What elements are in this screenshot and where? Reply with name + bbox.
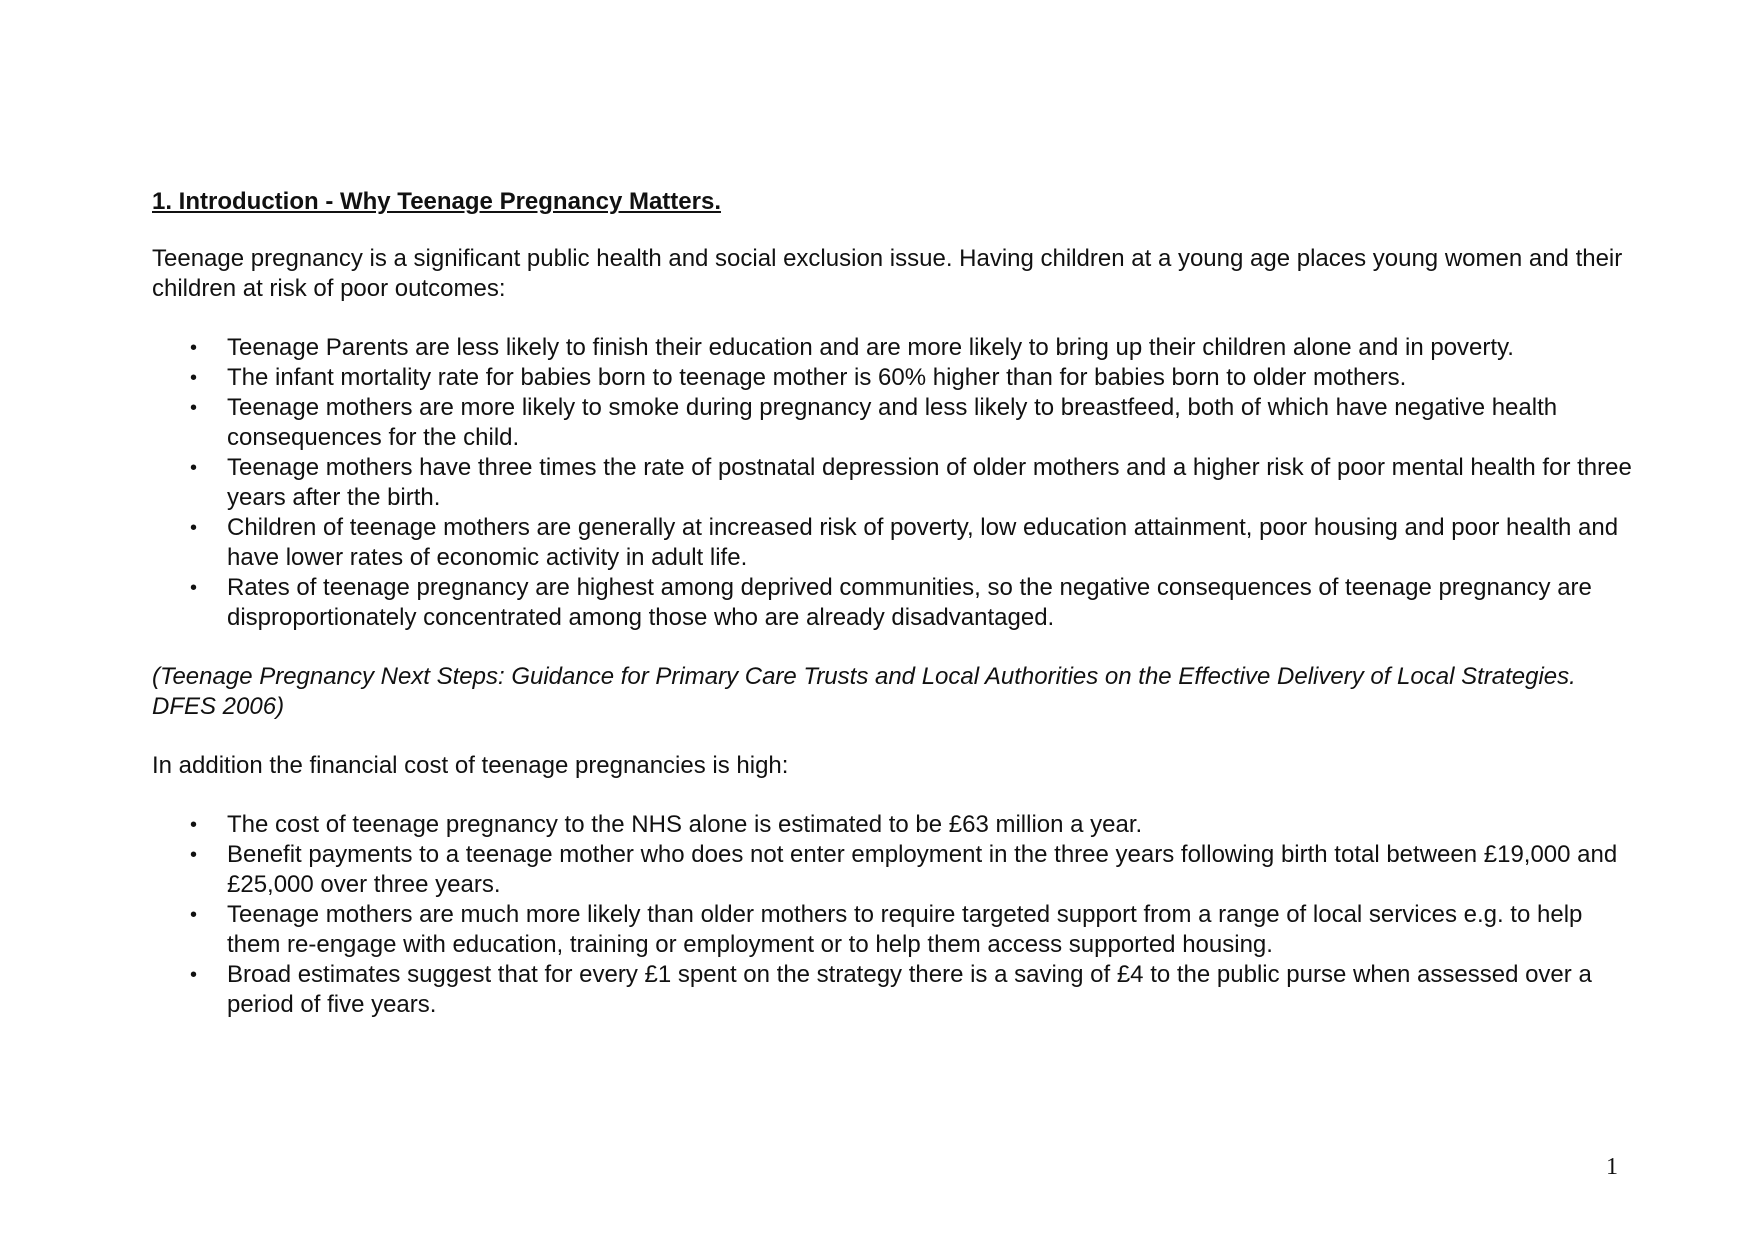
bullet-icon: • xyxy=(190,397,198,419)
section-heading: 1. Introduction - Why Teenage Pregnancy Matters. xyxy=(152,188,721,215)
bullet-icon: • xyxy=(190,577,198,599)
list-item-text: The infant mortality rate for babies born to teenage mother is 60% higher than for babies born to older mothers. xyxy=(227,364,1407,391)
list-item xyxy=(152,453,1632,513)
list-item-text: Broad estimates suggest that for every £1 spent on the strategy there is a saving of £4 to the public purse when assessed over a period of five years. xyxy=(227,961,1592,1018)
bullet-icon: • xyxy=(190,814,198,836)
list-item xyxy=(152,960,1632,1020)
list-item-text: Benefit payments to a teenage mother who does not enter employment in the three years following birth total between £19,000 and £25,000 over three years. xyxy=(227,841,1618,898)
list-item-text: The cost of teenage pregnancy to the NHS alone is estimated to be £63 million a year. xyxy=(227,811,1143,838)
list-item-text: Teenage Parents are less likely to finish their education and are more likely to bring up their children alone and in poverty. xyxy=(227,334,1514,361)
list-item xyxy=(152,573,1632,633)
list-item xyxy=(152,333,1632,363)
bullet-icon: • xyxy=(190,904,198,926)
list-item xyxy=(152,810,1632,840)
list-item-text: Rates of teenage pregnancy are highest among deprived communities, so the negative consequences of teenage pregnancy are disproportionately concentrated among those who are already disadvantaged. xyxy=(227,574,1592,631)
list-item-text: Teenage mothers have three times the rate of postnatal depression of older mothers and a higher risk of poor mental health for three years after the birth. xyxy=(227,454,1632,511)
citation: (Teenage Pregnancy Next Steps: Guidance for Primary Care Trusts and Local Authorities on the Effective Delivery of Local Strategies. DFES 2006) xyxy=(152,663,1576,720)
page-number: 1 xyxy=(1606,1154,1618,1180)
bullet-icon: • xyxy=(190,337,198,359)
bullet-icon: • xyxy=(190,844,198,866)
list-item xyxy=(152,840,1632,900)
costs-list xyxy=(152,810,1632,1020)
bullet-icon: • xyxy=(190,964,198,986)
list-item xyxy=(152,513,1632,573)
list-item xyxy=(152,900,1632,960)
bullet-icon: • xyxy=(190,457,198,479)
intro-paragraph: Teenage pregnancy is a significant public health and social exclusion issue. Having children at a young age places young women and their children at risk of poor outcomes: xyxy=(152,245,1623,302)
list-item xyxy=(152,363,1632,393)
bullet-icon: • xyxy=(190,367,198,389)
list-item-text: Teenage mothers are more likely to smoke during pregnancy and less likely to breastfeed, both of which have negative health consequences for the child. xyxy=(227,394,1558,451)
outcomes-list xyxy=(152,333,1632,633)
bullet-icon: • xyxy=(190,517,198,539)
list-item xyxy=(152,393,1632,453)
financial-intro-paragraph: In addition the financial cost of teenage pregnancies is high: xyxy=(152,752,789,779)
list-item-text: Children of teenage mothers are generally at increased risk of poverty, low education attainment, poor housing and poor health and have lower rates of economic activity in adult life. xyxy=(227,514,1619,571)
document-body xyxy=(152,187,1632,1049)
list-item-text: Teenage mothers are much more likely than older mothers to require targeted support from a range of local services e.g. to help them re-engage with education, training or employment or to help them access supported housing. xyxy=(227,901,1583,958)
